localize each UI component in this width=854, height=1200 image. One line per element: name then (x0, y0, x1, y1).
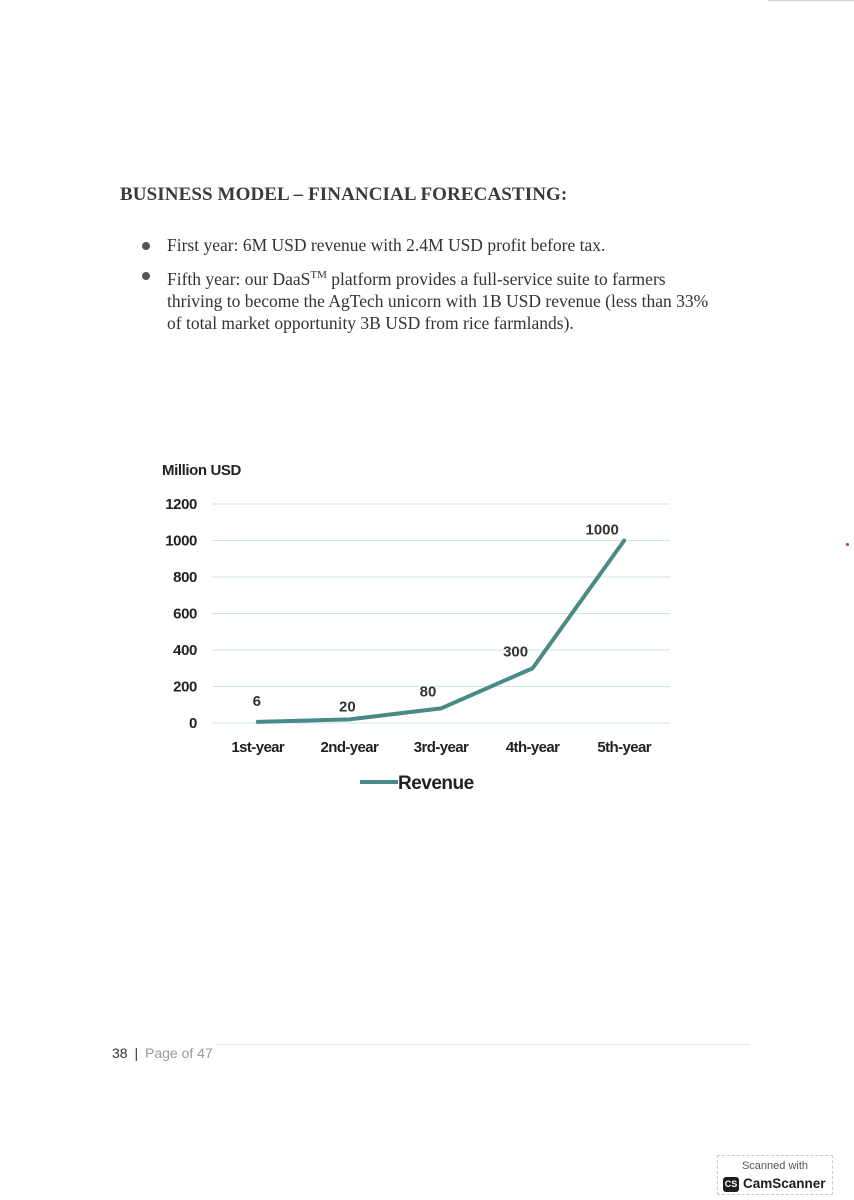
section-heading: BUSINESS MODEL – FINANCIAL FORECASTING: (120, 184, 568, 205)
x-tick-label: 2nd-year (320, 739, 379, 756)
data-point (531, 667, 534, 670)
data-label: 20 (339, 698, 356, 716)
x-tick-label: 3rd-year (413, 739, 469, 756)
bullet-text-post: platform provides a full-service suite to farmers thriving to become the AgTech unicorn with 1B USD revenue (less than 33% of total market opportunity 3B USD from rice farmlands). (167, 268, 709, 333)
y-tick-label: 1200 (165, 496, 197, 513)
scanned-with-text: Scanned with (741, 1160, 809, 1172)
bullet-item-first-year (140, 234, 710, 256)
y-tick-label: 200 (173, 678, 197, 696)
scan-top-edge (768, 0, 854, 1)
camscanner-badge (717, 1155, 833, 1195)
y-tick-label: 400 (173, 642, 197, 659)
page-number: 38 (112, 1045, 128, 1061)
revenue-line-chart (150, 450, 710, 810)
bullet-item-fifth-year (140, 264, 710, 334)
scan-edge-mark (846, 543, 849, 546)
y-tick-label: 800 (173, 569, 197, 586)
data-point (256, 720, 259, 723)
page-of-label: Page of 47 (145, 1045, 213, 1061)
trademark-superscript: TM (310, 269, 327, 281)
page-footer (112, 1045, 213, 1061)
data-point (348, 718, 351, 721)
y-tick-label: 600 (173, 605, 197, 623)
camscanner-logo-icon: CS (723, 1177, 739, 1192)
camscanner-brand: CamScanner (743, 1176, 826, 1191)
bullet-dot (142, 242, 150, 250)
x-tick-label: 1st-year (231, 739, 285, 756)
data-label: 6 (252, 692, 261, 710)
bullet-dot (142, 272, 150, 280)
y-axis-label: Million USD (162, 462, 241, 479)
data-label: 1000 (585, 521, 619, 539)
y-tick-label: 0 (189, 715, 197, 732)
data-label: 80 (419, 683, 437, 701)
bullet-list (140, 234, 710, 342)
footer-rule (215, 1044, 750, 1045)
x-tick-label: 4th-year (505, 739, 560, 756)
bullet-text-pre: Fifth year: our DaaS (167, 268, 311, 289)
y-tick-label: 1000 (165, 532, 197, 550)
legend-label: Revenue (398, 773, 474, 794)
revenue-series-line (258, 541, 624, 722)
data-point (623, 539, 626, 542)
x-tick-label: 5th-year (597, 739, 651, 756)
data-label: 300 (503, 643, 529, 661)
bullet-text: First year: 6M USD revenue with 2.4M USD profit before tax. (167, 235, 606, 255)
data-point (440, 707, 443, 710)
footer-separator: | (134, 1045, 139, 1061)
